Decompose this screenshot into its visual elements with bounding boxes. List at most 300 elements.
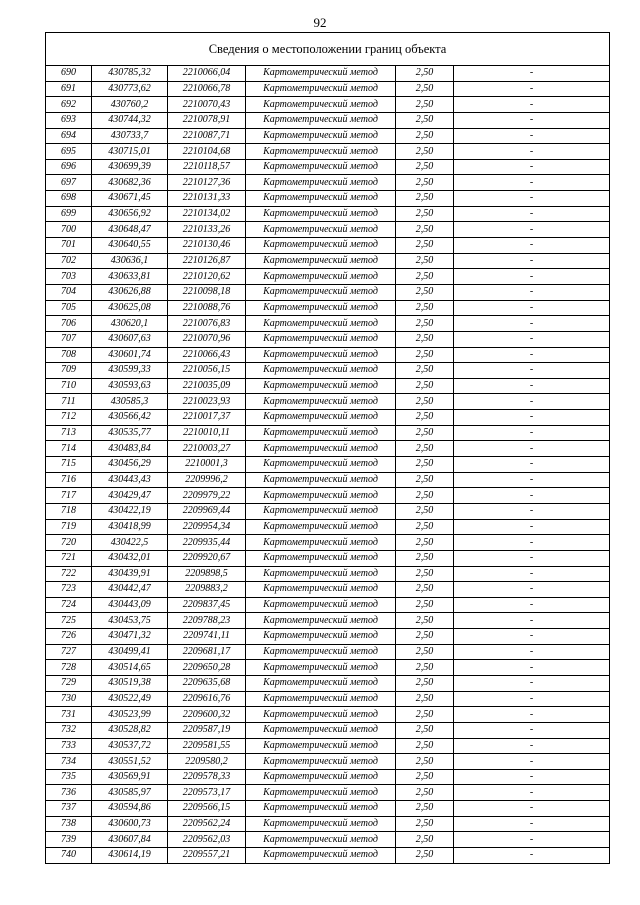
accuracy-cell: 2,50: [396, 144, 454, 160]
accuracy-cell: 2,50: [396, 691, 454, 707]
description-cell: -: [454, 629, 610, 645]
table-row: [46, 660, 610, 676]
x-coordinate-cell: 430744,32: [92, 112, 168, 128]
description-cell: -: [454, 597, 610, 613]
point-number-cell: 715: [46, 457, 92, 473]
table-row: [46, 363, 610, 379]
description-cell: -: [454, 410, 610, 426]
point-number-cell: 738: [46, 816, 92, 832]
accuracy-cell: 2,50: [396, 754, 454, 770]
method-cell: Картометрический метод: [246, 613, 396, 629]
description-cell: -: [454, 159, 610, 175]
y-coordinate-cell: 2210070,96: [168, 331, 246, 347]
accuracy-cell: 2,50: [396, 785, 454, 801]
y-coordinate-cell: 2209979,22: [168, 488, 246, 504]
y-coordinate-cell: 2209935,44: [168, 535, 246, 551]
description-cell: -: [454, 660, 610, 676]
accuracy-cell: 2,50: [396, 597, 454, 613]
point-number-cell: 697: [46, 175, 92, 191]
y-coordinate-cell: 2209954,34: [168, 519, 246, 535]
accuracy-cell: 2,50: [396, 159, 454, 175]
table-row: [46, 566, 610, 582]
accuracy-cell: 2,50: [396, 722, 454, 738]
x-coordinate-cell: 430594,86: [92, 801, 168, 817]
table-row: [46, 112, 610, 128]
x-coordinate-cell: 430626,88: [92, 284, 168, 300]
description-cell: -: [454, 644, 610, 660]
accuracy-cell: 2,50: [396, 566, 454, 582]
description-cell: -: [454, 206, 610, 222]
point-number-cell: 720: [46, 535, 92, 551]
x-coordinate-cell: 430733,7: [92, 128, 168, 144]
method-cell: Картометрический метод: [246, 535, 396, 551]
accuracy-cell: 2,50: [396, 441, 454, 457]
y-coordinate-cell: 2209996,2: [168, 472, 246, 488]
description-cell: -: [454, 848, 610, 864]
description-cell: -: [454, 816, 610, 832]
x-coordinate-cell: 430519,38: [92, 675, 168, 691]
table-row: [46, 410, 610, 426]
x-coordinate-cell: 430523,99: [92, 707, 168, 723]
description-cell: -: [454, 457, 610, 473]
x-coordinate-cell: 430593,63: [92, 378, 168, 394]
description-cell: -: [454, 378, 610, 394]
method-cell: Картометрический метод: [246, 769, 396, 785]
description-cell: -: [454, 519, 610, 535]
table-row: [46, 488, 610, 504]
description-cell: -: [454, 175, 610, 191]
x-coordinate-cell: 430599,33: [92, 363, 168, 379]
table-row: [46, 707, 610, 723]
table-row: [46, 535, 610, 551]
y-coordinate-cell: 2209562,03: [168, 832, 246, 848]
description-cell: -: [454, 441, 610, 457]
y-coordinate-cell: 2210010,11: [168, 425, 246, 441]
description-cell: -: [454, 97, 610, 113]
table-row: [46, 629, 610, 645]
y-coordinate-cell: 2209562,24: [168, 816, 246, 832]
point-number-cell: 731: [46, 707, 92, 723]
description-cell: -: [454, 503, 610, 519]
method-cell: Картометрический метод: [246, 144, 396, 160]
accuracy-cell: 2,50: [396, 675, 454, 691]
description-cell: -: [454, 347, 610, 363]
point-number-cell: 713: [46, 425, 92, 441]
description-cell: -: [454, 363, 610, 379]
point-number-cell: 737: [46, 801, 92, 817]
point-number-cell: 710: [46, 378, 92, 394]
accuracy-cell: 2,50: [396, 410, 454, 426]
point-number-cell: 740: [46, 848, 92, 864]
method-cell: Картометрический метод: [246, 503, 396, 519]
x-coordinate-cell: 430456,29: [92, 457, 168, 473]
x-coordinate-cell: 430522,49: [92, 691, 168, 707]
method-cell: Картометрический метод: [246, 222, 396, 238]
y-coordinate-cell: 2210003,27: [168, 441, 246, 457]
point-number-cell: 704: [46, 284, 92, 300]
table-body: [46, 66, 610, 864]
table-row: [46, 206, 610, 222]
y-coordinate-cell: 2210076,83: [168, 316, 246, 332]
x-coordinate-cell: 430442,47: [92, 582, 168, 598]
x-coordinate-cell: 430625,08: [92, 300, 168, 316]
x-coordinate-cell: 430601,74: [92, 347, 168, 363]
accuracy-cell: 2,50: [396, 128, 454, 144]
table-row: [46, 816, 610, 832]
method-cell: Картометрический метод: [246, 378, 396, 394]
accuracy-cell: 2,50: [396, 284, 454, 300]
x-coordinate-cell: 430715,01: [92, 144, 168, 160]
table-row: [46, 644, 610, 660]
y-coordinate-cell: 2210078,91: [168, 112, 246, 128]
description-cell: -: [454, 582, 610, 598]
table-row: [46, 300, 610, 316]
x-coordinate-cell: 430760,2: [92, 97, 168, 113]
table-row: [46, 284, 610, 300]
table-row: [46, 222, 610, 238]
x-coordinate-cell: 430453,75: [92, 613, 168, 629]
accuracy-cell: 2,50: [396, 738, 454, 754]
point-number-cell: 739: [46, 832, 92, 848]
table-row: [46, 269, 610, 285]
method-cell: Картометрический метод: [246, 269, 396, 285]
accuracy-cell: 2,50: [396, 175, 454, 191]
accuracy-cell: 2,50: [396, 347, 454, 363]
table-row: [46, 175, 610, 191]
method-cell: Картометрический метод: [246, 629, 396, 645]
description-cell: -: [454, 394, 610, 410]
method-cell: Картометрический метод: [246, 238, 396, 254]
method-cell: Картометрический метод: [246, 644, 396, 660]
point-number-cell: 730: [46, 691, 92, 707]
table-row: [46, 832, 610, 848]
x-coordinate-cell: 430471,32: [92, 629, 168, 645]
accuracy-cell: 2,50: [396, 300, 454, 316]
x-coordinate-cell: 430483,84: [92, 441, 168, 457]
point-number-cell: 708: [46, 347, 92, 363]
y-coordinate-cell: 2209635,68: [168, 675, 246, 691]
boundary-table-container: [45, 32, 609, 864]
accuracy-cell: 2,50: [396, 222, 454, 238]
x-coordinate-cell: 430566,42: [92, 410, 168, 426]
y-coordinate-cell: 2209883,2: [168, 582, 246, 598]
description-cell: -: [454, 785, 610, 801]
x-coordinate-cell: 430537,72: [92, 738, 168, 754]
point-number-cell: 711: [46, 394, 92, 410]
point-number-cell: 694: [46, 128, 92, 144]
y-coordinate-cell: 2210126,87: [168, 253, 246, 269]
table-row: [46, 519, 610, 535]
accuracy-cell: 2,50: [396, 816, 454, 832]
description-cell: -: [454, 566, 610, 582]
point-number-cell: 709: [46, 363, 92, 379]
x-coordinate-cell: 430614,19: [92, 848, 168, 864]
x-coordinate-cell: 430585,3: [92, 394, 168, 410]
y-coordinate-cell: 2209681,17: [168, 644, 246, 660]
method-cell: Картометрический метод: [246, 675, 396, 691]
x-coordinate-cell: 430443,09: [92, 597, 168, 613]
method-cell: Картометрический метод: [246, 410, 396, 426]
description-cell: -: [454, 722, 610, 738]
method-cell: Картометрический метод: [246, 394, 396, 410]
table-row: [46, 97, 610, 113]
point-number-cell: 723: [46, 582, 92, 598]
table-row: [46, 238, 610, 254]
accuracy-cell: 2,50: [396, 644, 454, 660]
method-cell: Картометрический метод: [246, 472, 396, 488]
method-cell: Картометрический метод: [246, 488, 396, 504]
method-cell: Картометрический метод: [246, 801, 396, 817]
table-row: [46, 66, 610, 82]
accuracy-cell: 2,50: [396, 206, 454, 222]
accuracy-cell: 2,50: [396, 550, 454, 566]
method-cell: Картометрический метод: [246, 816, 396, 832]
x-coordinate-cell: 430636,1: [92, 253, 168, 269]
x-coordinate-cell: 430422,5: [92, 535, 168, 551]
table-row: [46, 347, 610, 363]
point-number-cell: 705: [46, 300, 92, 316]
method-cell: Картометрический метод: [246, 722, 396, 738]
table-row: [46, 191, 610, 207]
accuracy-cell: 2,50: [396, 582, 454, 598]
point-number-cell: 722: [46, 566, 92, 582]
point-number-cell: 714: [46, 441, 92, 457]
table-row: [46, 691, 610, 707]
description-cell: -: [454, 238, 610, 254]
point-number-cell: 693: [46, 112, 92, 128]
point-number-cell: 692: [46, 97, 92, 113]
accuracy-cell: 2,50: [396, 457, 454, 473]
accuracy-cell: 2,50: [396, 394, 454, 410]
x-coordinate-cell: 430785,32: [92, 66, 168, 82]
description-cell: -: [454, 222, 610, 238]
description-cell: -: [454, 253, 610, 269]
x-coordinate-cell: 430682,36: [92, 175, 168, 191]
accuracy-cell: 2,50: [396, 519, 454, 535]
description-cell: -: [454, 331, 610, 347]
method-cell: Картометрический метод: [246, 191, 396, 207]
x-coordinate-cell: 430633,81: [92, 269, 168, 285]
table-row: [46, 472, 610, 488]
x-coordinate-cell: 430439,91: [92, 566, 168, 582]
point-number-cell: 724: [46, 597, 92, 613]
point-number-cell: 702: [46, 253, 92, 269]
accuracy-cell: 2,50: [396, 707, 454, 723]
table-row: [46, 754, 610, 770]
description-cell: -: [454, 691, 610, 707]
description-cell: -: [454, 472, 610, 488]
description-cell: -: [454, 128, 610, 144]
point-number-cell: 695: [46, 144, 92, 160]
y-coordinate-cell: 2210017,37: [168, 410, 246, 426]
table-row: [46, 769, 610, 785]
accuracy-cell: 2,50: [396, 535, 454, 551]
y-coordinate-cell: 2210133,26: [168, 222, 246, 238]
method-cell: Картометрический метод: [246, 331, 396, 347]
x-coordinate-cell: 430656,92: [92, 206, 168, 222]
y-coordinate-cell: 2210134,02: [168, 206, 246, 222]
table-title: Сведения о местоположении границ объекта: [46, 33, 610, 66]
y-coordinate-cell: 2209578,33: [168, 769, 246, 785]
description-cell: -: [454, 488, 610, 504]
description-cell: -: [454, 316, 610, 332]
y-coordinate-cell: 2210118,57: [168, 159, 246, 175]
description-cell: -: [454, 550, 610, 566]
method-cell: Картометрический метод: [246, 660, 396, 676]
table-row: [46, 441, 610, 457]
description-cell: -: [454, 425, 610, 441]
x-coordinate-cell: 430514,65: [92, 660, 168, 676]
method-cell: Картометрический метод: [246, 582, 396, 598]
y-coordinate-cell: 2209969,44: [168, 503, 246, 519]
point-number-cell: 703: [46, 269, 92, 285]
method-cell: Картометрический метод: [246, 112, 396, 128]
point-number-cell: 732: [46, 722, 92, 738]
table-row: [46, 582, 610, 598]
method-cell: Картометрический метод: [246, 363, 396, 379]
table-row: [46, 425, 610, 441]
x-coordinate-cell: 430600,73: [92, 816, 168, 832]
table-row: [46, 738, 610, 754]
description-cell: -: [454, 284, 610, 300]
point-number-cell: 701: [46, 238, 92, 254]
method-cell: Картометрический метод: [246, 691, 396, 707]
table-row: [46, 394, 610, 410]
accuracy-cell: 2,50: [396, 503, 454, 519]
table-row: [46, 613, 610, 629]
method-cell: Картометрический метод: [246, 754, 396, 770]
point-number-cell: 733: [46, 738, 92, 754]
y-coordinate-cell: 2209616,76: [168, 691, 246, 707]
y-coordinate-cell: 2210023,93: [168, 394, 246, 410]
table-row: [46, 81, 610, 97]
table-title-row: [46, 33, 610, 66]
accuracy-cell: 2,50: [396, 848, 454, 864]
accuracy-cell: 2,50: [396, 425, 454, 441]
x-coordinate-cell: 430418,99: [92, 519, 168, 535]
description-cell: -: [454, 754, 610, 770]
x-coordinate-cell: 430528,82: [92, 722, 168, 738]
point-number-cell: 735: [46, 769, 92, 785]
table-row: [46, 159, 610, 175]
y-coordinate-cell: 2209580,2: [168, 754, 246, 770]
point-number-cell: 728: [46, 660, 92, 676]
x-coordinate-cell: 430648,47: [92, 222, 168, 238]
accuracy-cell: 2,50: [396, 629, 454, 645]
point-number-cell: 712: [46, 410, 92, 426]
x-coordinate-cell: 430585,97: [92, 785, 168, 801]
point-number-cell: 727: [46, 644, 92, 660]
method-cell: Картометрический метод: [246, 253, 396, 269]
description-cell: -: [454, 144, 610, 160]
point-number-cell: 696: [46, 159, 92, 175]
y-coordinate-cell: 2209587,19: [168, 722, 246, 738]
description-cell: -: [454, 738, 610, 754]
method-cell: Картометрический метод: [246, 175, 396, 191]
point-number-cell: 700: [46, 222, 92, 238]
method-cell: Картометрический метод: [246, 832, 396, 848]
method-cell: Картометрический метод: [246, 785, 396, 801]
accuracy-cell: 2,50: [396, 269, 454, 285]
table-row: [46, 457, 610, 473]
y-coordinate-cell: 2210035,09: [168, 378, 246, 394]
method-cell: Картометрический метод: [246, 457, 396, 473]
table-row: [46, 503, 610, 519]
y-coordinate-cell: 2209741,11: [168, 629, 246, 645]
y-coordinate-cell: 2209898,5: [168, 566, 246, 582]
description-cell: -: [454, 66, 610, 82]
x-coordinate-cell: 430535,77: [92, 425, 168, 441]
y-coordinate-cell: 2210127,36: [168, 175, 246, 191]
accuracy-cell: 2,50: [396, 253, 454, 269]
y-coordinate-cell: 2210066,43: [168, 347, 246, 363]
point-number-cell: 725: [46, 613, 92, 629]
method-cell: Картометрический метод: [246, 425, 396, 441]
method-cell: Картометрический метод: [246, 848, 396, 864]
x-coordinate-cell: 430607,84: [92, 832, 168, 848]
method-cell: Картометрический метод: [246, 97, 396, 113]
y-coordinate-cell: 2210070,43: [168, 97, 246, 113]
table-row: [46, 801, 610, 817]
point-number-cell: 690: [46, 66, 92, 82]
point-number-cell: 734: [46, 754, 92, 770]
x-coordinate-cell: 430640,55: [92, 238, 168, 254]
x-coordinate-cell: 430443,43: [92, 472, 168, 488]
x-coordinate-cell: 430620,1: [92, 316, 168, 332]
method-cell: Картометрический метод: [246, 284, 396, 300]
method-cell: Картометрический метод: [246, 66, 396, 82]
y-coordinate-cell: 2210098,18: [168, 284, 246, 300]
description-cell: -: [454, 269, 610, 285]
description-cell: -: [454, 191, 610, 207]
accuracy-cell: 2,50: [396, 613, 454, 629]
description-cell: -: [454, 613, 610, 629]
x-coordinate-cell: 430429,47: [92, 488, 168, 504]
table-row: [46, 253, 610, 269]
point-number-cell: 719: [46, 519, 92, 535]
description-cell: -: [454, 707, 610, 723]
method-cell: Картометрический метод: [246, 316, 396, 332]
table-row: [46, 550, 610, 566]
x-coordinate-cell: 430432,01: [92, 550, 168, 566]
table-row: [46, 597, 610, 613]
x-coordinate-cell: 430499,41: [92, 644, 168, 660]
accuracy-cell: 2,50: [396, 331, 454, 347]
point-number-cell: 721: [46, 550, 92, 566]
y-coordinate-cell: 2209788,23: [168, 613, 246, 629]
y-coordinate-cell: 2209557,21: [168, 848, 246, 864]
x-coordinate-cell: 430422,19: [92, 503, 168, 519]
y-coordinate-cell: 2210104,68: [168, 144, 246, 160]
x-coordinate-cell: 430773,62: [92, 81, 168, 97]
x-coordinate-cell: 430551,52: [92, 754, 168, 770]
method-cell: Картометрический метод: [246, 206, 396, 222]
accuracy-cell: 2,50: [396, 378, 454, 394]
point-number-cell: 729: [46, 675, 92, 691]
y-coordinate-cell: 2210001,3: [168, 457, 246, 473]
accuracy-cell: 2,50: [396, 660, 454, 676]
point-number-cell: 706: [46, 316, 92, 332]
x-coordinate-cell: 430699,39: [92, 159, 168, 175]
y-coordinate-cell: 2209581,55: [168, 738, 246, 754]
table-row: [46, 675, 610, 691]
description-cell: -: [454, 300, 610, 316]
table-row: [46, 785, 610, 801]
accuracy-cell: 2,50: [396, 191, 454, 207]
point-number-cell: 716: [46, 472, 92, 488]
y-coordinate-cell: 2209573,17: [168, 785, 246, 801]
accuracy-cell: 2,50: [396, 66, 454, 82]
